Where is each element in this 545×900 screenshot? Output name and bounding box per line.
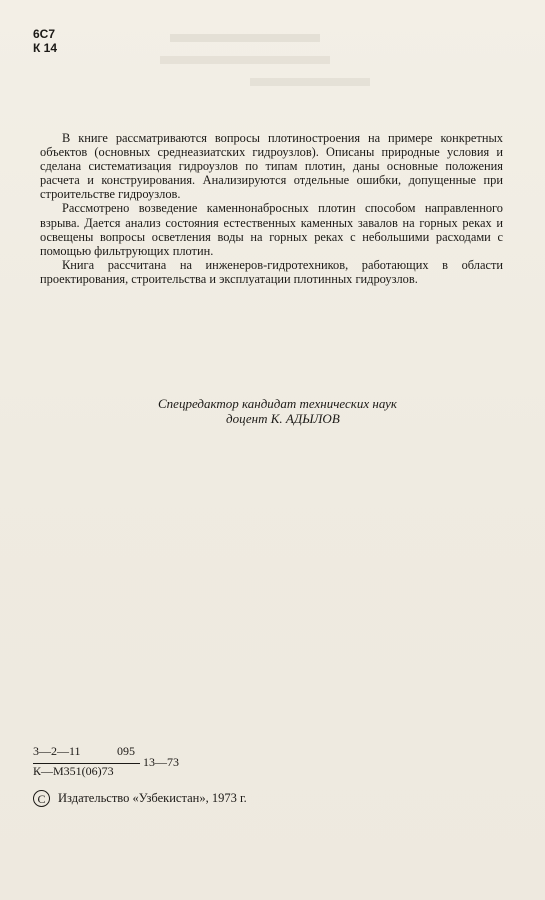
abstract-paragraph: Рассмотрено возведение каменнонабросных плотин способом направленного взрыва. Дается анализ состояния естественных каменных завалов на горных реках и освещены вопросы осветления воды на горных реках с небольшими расходами с помощью фильтрующих плотин. <box>40 201 503 258</box>
catalog-numerator-left: 3—2—11 <box>33 744 81 758</box>
editor-title: Спецредактор кандидат технических наук <box>158 396 398 411</box>
catalog-suffix: 13—73 <box>143 755 179 769</box>
abstract-paragraph: Книга рассчитана на инженеров-гидротехников, работающих в области проектирования, строительства и эксплуатации плотинных гидроузлов. <box>40 257 503 286</box>
author-sign: К 14 <box>33 41 58 55</box>
catalog-denominator: К—М351(06)73 <box>33 764 114 778</box>
bleed-through-text <box>70 34 370 94</box>
editor-name: доцент К. АДЫЛОВ <box>226 411 340 426</box>
copyright-line <box>33 790 247 807</box>
copyright-icon: C <box>33 790 50 807</box>
publisher-imprint: Издательство «Узбекистан», 1973 г. <box>58 791 247 805</box>
bbk-code: 6С7 <box>33 27 56 41</box>
abstract <box>40 131 503 286</box>
abstract-paragraph: В книге рассматриваются вопросы плотиностроения на примере конкретных объектов (основных среднеазиатских гидроузлов). Описаны природные условия и сделана систематизация гидроузлов по типам плотин, даны основные положения расчета и конструирования. Анализируются отдельные ошибки, допущенные при строительстве гидроузлов. <box>40 131 503 202</box>
catalog-numerator-right: 095 <box>117 744 135 758</box>
